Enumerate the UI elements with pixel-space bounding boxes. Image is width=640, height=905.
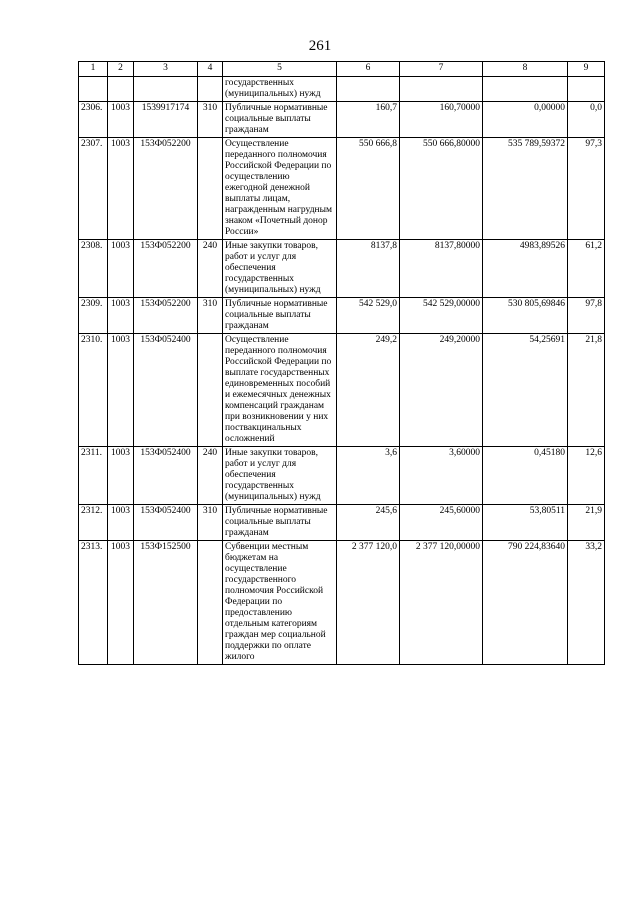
plan-value-cell: 550 666,8 — [337, 138, 400, 240]
column-header: 2 — [108, 62, 134, 77]
item-name-cell: Публичные нормативные социальные выплаты гражданам — [223, 102, 337, 138]
section-code-cell: 1003 — [108, 240, 134, 298]
target-article-cell: 153Ф052400 — [134, 447, 198, 505]
table-row — [79, 77, 605, 102]
section-code-cell — [108, 77, 134, 102]
header-row — [79, 62, 605, 77]
budget-table — [78, 61, 605, 665]
plan-value-cell: 3,6 — [337, 447, 400, 505]
percent-cell: 0,0 — [568, 102, 605, 138]
plan-value-cell: 245,6 — [337, 505, 400, 541]
column-header: 5 — [223, 62, 337, 77]
executed-value-cell: 535 789,59372 — [483, 138, 568, 240]
expense-type-cell — [198, 541, 223, 665]
executed-value-cell — [483, 77, 568, 102]
plan-value-cell: 2 377 120,0 — [337, 541, 400, 665]
target-article-cell: 153Ф052200 — [134, 240, 198, 298]
item-name-cell: Иные закупки товаров, работ и услуг для обеспечения государственных (муниципальных) нужд — [223, 240, 337, 298]
item-name-cell: Публичные нормативные социальные выплаты гражданам — [223, 505, 337, 541]
expense-type-cell: 310 — [198, 505, 223, 541]
executed-value-cell: 530 805,69846 — [483, 298, 568, 334]
section-code-cell: 1003 — [108, 102, 134, 138]
column-header: 8 — [483, 62, 568, 77]
adjusted-value-cell: 8137,80000 — [400, 240, 483, 298]
adjusted-value-cell: 542 529,00000 — [400, 298, 483, 334]
adjusted-value-cell: 3,60000 — [400, 447, 483, 505]
row-number-cell: 2312. — [79, 505, 108, 541]
plan-value-cell: 160,7 — [337, 102, 400, 138]
expense-type-cell — [198, 77, 223, 102]
target-article-cell: 153Ф152500 — [134, 541, 198, 665]
row-number-cell: 2313. — [79, 541, 108, 665]
adjusted-value-cell: 160,70000 — [400, 102, 483, 138]
table-row — [79, 138, 605, 240]
row-number-cell: 2310. — [79, 334, 108, 447]
item-name-cell: Осуществление переданного полномочия Российской Федерации по выплате государственных единовременных пособий и ежемесячных денежных компенсаций гражданам при возникновении у них поствакцинальных осложнений — [223, 334, 337, 447]
adjusted-value-cell: 249,20000 — [400, 334, 483, 447]
row-number-cell: 2308. — [79, 240, 108, 298]
adjusted-value-cell: 245,60000 — [400, 505, 483, 541]
table-row — [79, 334, 605, 447]
target-article-cell — [134, 77, 198, 102]
section-code-cell: 1003 — [108, 541, 134, 665]
section-code-cell: 1003 — [108, 298, 134, 334]
expense-type-cell: 310 — [198, 102, 223, 138]
adjusted-value-cell: 2 377 120,00000 — [400, 541, 483, 665]
table-row — [79, 505, 605, 541]
column-header: 6 — [337, 62, 400, 77]
item-name-cell: Иные закупки товаров, работ и услуг для обеспечения государственных (муниципальных) нужд — [223, 447, 337, 505]
item-name-cell: Публичные нормативные социальные выплаты гражданам — [223, 298, 337, 334]
target-article-cell: 153Ф052400 — [134, 505, 198, 541]
percent-cell: 12,6 — [568, 447, 605, 505]
executed-value-cell: 54,25691 — [483, 334, 568, 447]
table-row — [79, 541, 605, 665]
plan-value-cell — [337, 77, 400, 102]
row-number-cell: 2306. — [79, 102, 108, 138]
percent-cell: 33,2 — [568, 541, 605, 665]
row-number-cell: 2309. — [79, 298, 108, 334]
executed-value-cell: 790 224,83640 — [483, 541, 568, 665]
column-header: 9 — [568, 62, 605, 77]
expense-type-cell: 310 — [198, 298, 223, 334]
column-header: 4 — [198, 62, 223, 77]
adjusted-value-cell: 550 666,80000 — [400, 138, 483, 240]
percent-cell — [568, 77, 605, 102]
expense-type-cell — [198, 138, 223, 240]
plan-value-cell: 249,2 — [337, 334, 400, 447]
item-name-cell: государственных (муниципальных) нужд — [223, 77, 337, 102]
adjusted-value-cell — [400, 77, 483, 102]
executed-value-cell: 4983,89526 — [483, 240, 568, 298]
target-article-cell: 153Ф052200 — [134, 298, 198, 334]
target-article-cell: 153Ф052400 — [134, 334, 198, 447]
row-number-cell: 2307. — [79, 138, 108, 240]
column-header: 7 — [400, 62, 483, 77]
section-code-cell: 1003 — [108, 505, 134, 541]
section-code-cell: 1003 — [108, 138, 134, 240]
percent-cell: 97,8 — [568, 298, 605, 334]
percent-cell: 21,9 — [568, 505, 605, 541]
percent-cell: 97,3 — [568, 138, 605, 240]
plan-value-cell: 542 529,0 — [337, 298, 400, 334]
item-name-cell: Субвенции местным бюджетам на осуществление государственного полномочия Российской Федерации по предоставлению отдельным категориям граждан мер социальной поддержки по оплате жилого — [223, 541, 337, 665]
expense-type-cell: 240 — [198, 240, 223, 298]
item-name-cell: Осуществление переданного полномочия Российской Федерации по осуществлению ежегодной денежной выплаты лицам, награжденным нагрудным знаком «Почетный донор России» — [223, 138, 337, 240]
table-row — [79, 102, 605, 138]
plan-value-cell: 8137,8 — [337, 240, 400, 298]
page-number: 261 — [308, 38, 332, 54]
target-article-cell: 1539917174 — [134, 102, 198, 138]
table-row — [79, 447, 605, 505]
column-header: 1 — [79, 62, 108, 77]
executed-value-cell: 0,45180 — [483, 447, 568, 505]
row-number-cell — [79, 77, 108, 102]
table-row — [79, 298, 605, 334]
section-code-cell: 1003 — [108, 334, 134, 447]
expense-type-cell — [198, 334, 223, 447]
percent-cell: 61,2 — [568, 240, 605, 298]
section-code-cell: 1003 — [108, 447, 134, 505]
executed-value-cell: 53,80511 — [483, 505, 568, 541]
column-header: 3 — [134, 62, 198, 77]
executed-value-cell: 0,00000 — [483, 102, 568, 138]
table-row — [79, 240, 605, 298]
expense-type-cell: 240 — [198, 447, 223, 505]
target-article-cell: 153Ф052200 — [134, 138, 198, 240]
row-number-cell: 2311. — [79, 447, 108, 505]
percent-cell: 21,8 — [568, 334, 605, 447]
